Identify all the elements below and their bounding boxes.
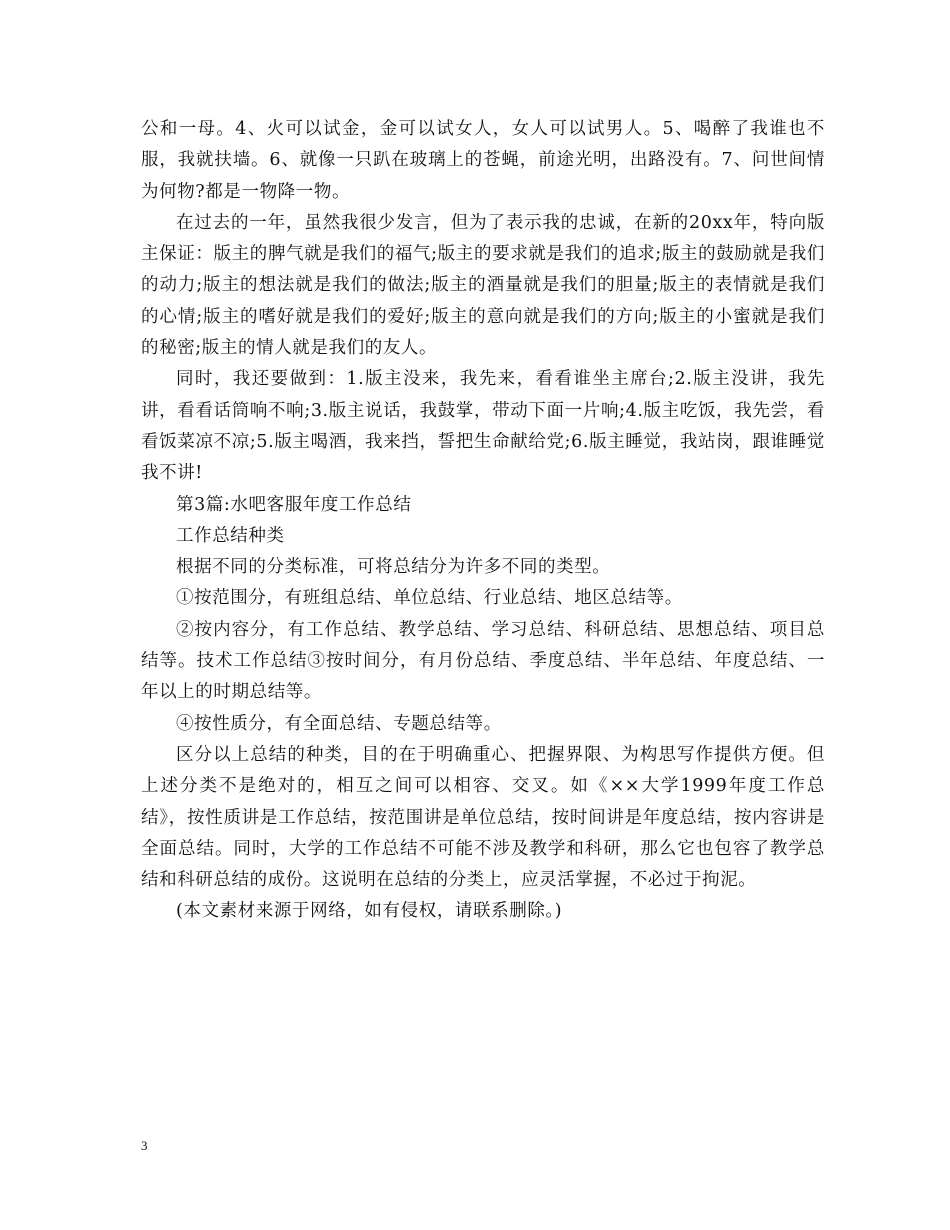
page-number: 3 <box>141 1138 148 1153</box>
paragraph-9: ④按性质分，有全面总结、专题总结等。 <box>176 713 502 734</box>
paragraph-8: ②按内容分，有工作总结、教学总结、学习总结、科研总结、思想总结、项目总结等。技术工作总结③按时间分，有月份总结、季度总结、半年总结、年度总结、一年以上的时期总结等。 <box>141 619 825 703</box>
paragraph-3: 同时，我还要做到：1.版主没来，我先来，看看谁坐主席台;2.版主没讲，我先讲，看看话筒响不响;3.版主说话，我鼓掌，带动下面一片响;4.版主吃饭，我先尝，看看饭菜凉不凉;5.版主喝酒，我来挡，誓把生命献给党;6.版主睡觉，我站岗，跟谁睡觉我不讲! <box>141 369 825 484</box>
document-body <box>141 114 825 928</box>
paragraph-1: 公和一母。4、火可以试金，金可以试女人，女人可以试男人。5、喝醉了我谁也不服，我就扶墙。6、就像一只趴在玻璃上的苍蝇，前途光明，出路没有。7、问世间情为何物?都是一物降一物。 <box>141 119 825 202</box>
section-heading: 第3篇:水吧客服年度工作总结 <box>176 494 412 515</box>
subheading: 工作总结种类 <box>176 525 285 546</box>
paragraph-2: 在过去的一年，虽然我很少发言，但为了表示我的忠诚，在新的20xx年，特向版主保证：版主的脾气就是我们的福气;版主的要求就是我们的追求;版主的鼓励就是我们的动力;版主的想法就是我们的做法;版主的酒量就是我们的胆量;版主的表情就是我们的心情;版主的嗜好就是我们的爱好;版主的意向就是我们的方向;版主的小蜜就是我们的秘密;版主的情人就是我们的友人。 <box>141 212 825 359</box>
paragraph-7: ①按范围分，有班组总结、单位总结、行业总结、地区总结等。 <box>176 588 683 609</box>
paragraph-6: 根据不同的分类标准，可将总结分为许多不同的类型。 <box>176 557 611 578</box>
paragraph-10: 区分以上总结的种类，目的在于明确重心、把握界限、为构思写作提供方便。但上述分类不是绝对的，相互之间可以相容、交叉。如《××大学1999年度工作总结》，按性质讲是工作总结，按范围讲是单位总结，按时间讲是年度总结，按内容讲是全面总结。同时，大学的工作总结不可能不涉及教学和科研，那么它也包容了教学总结和科研总结的成份。这说明在总结的分类上，应灵活掌握，不必过于拘泥。 <box>141 744 825 891</box>
source-note: (本文素材来源于网络，如有侵权，请联系删除。) <box>176 901 563 922</box>
